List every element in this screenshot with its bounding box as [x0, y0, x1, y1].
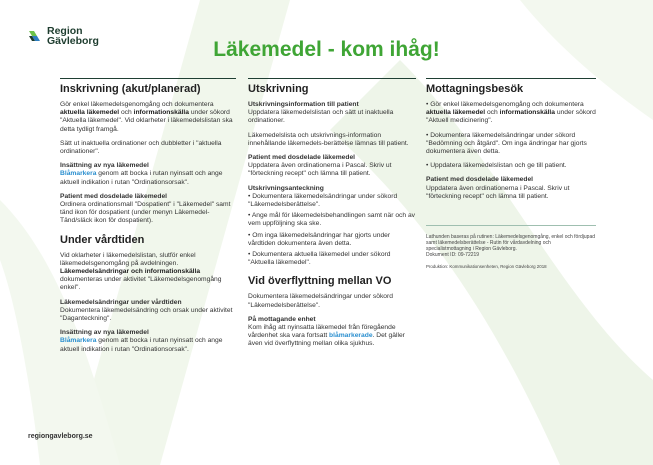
inskrivning-paragraph-1: Gör enkel läkemedelsgenomgång och dokumentera aktuella läkemedel och informationskälla under sökord "Aktuella läkemedel". Vid oklarheter i läkemedelslistan ska detta tydligt framgå. — [60, 101, 233, 133]
mottagning-bullet-1: • Gör enkel läkemedelsgenomgång och dokumentera aktuella läkemedel och informationskälla under sökord "Aktuell medicinering". — [426, 101, 596, 125]
insattning-text: Blåmarkera genom att bocka i rutan nyinsatt och ange aktuell indikation i rutan "Ordinationsorsak". — [60, 170, 223, 186]
dosdelade-3-text: Uppdatera även ordinationerna i Pascal. Skriv ut "förteckning recept" och lämna till patient. — [426, 184, 570, 200]
divider — [426, 225, 596, 226]
bullet-item: • Dokumentera aktuella läkemedel under sökord "Aktuella läkemedel". — [248, 251, 391, 267]
logo-text-line2: Gävleborg — [47, 35, 99, 47]
subheading-dosdelade: Patient med dosdelade läkemedel — [60, 192, 168, 200]
inskrivning-paragraph-2: Sätt ut inaktuella ordinationer och dubbletter i "aktuella ordinationer". — [60, 139, 222, 156]
subheading-mottagande-enhet: På mottagande enhet — [248, 315, 316, 323]
logo-text-line1: Region — [47, 25, 83, 37]
column-admission — [60, 78, 236, 360]
subheading-insattning-2: Insättning av nya läkemedel — [60, 329, 149, 337]
subheading-utskrivningsanteckning: Utskrivningsanteckning — [248, 184, 324, 192]
heading-mottagningsbesok: Mottagningsbesök — [426, 83, 524, 95]
column-rule — [426, 78, 596, 79]
subheading-utskrivningsinformation: Utskrivningsinformation till patient — [248, 101, 359, 108]
subheading-lakemedelsandringar: Läkemedelsändringar under vårdtiden — [60, 298, 182, 306]
subheading-insattning: Insättning av nya läkemedel — [60, 162, 149, 170]
routine-note: Lathunden baseras på rutinen: Läkemedelsgenomgång, enkel och fördjupad samt läkemedelsberättelse - Rutin för vårdavdelning och specialistmottagning i Region Gävleborg. — [426, 234, 596, 253]
bullet-item: • Ange mål för läkemedelsbehandlingen samt när och av vem uppföljning ska ske. — [248, 212, 416, 228]
utskrivningsinformation-text: Uppdatera läkemedelslistan och sätt ut inaktuella ordinationer. — [248, 109, 394, 125]
vardtiden-paragraph-1: Vid oklarheter i läkemedelslistan, slutför enkel läkemedelsgenomgång på avdelningen. Läkemedelsändringar och informationskälla dokumenteras under aktivitet "Läkemedelsgenomgång enkel". — [60, 251, 222, 292]
lakemedelsandringar-text: Dokumentera läkemedelsändring och orsak under aktivitet "Daganteckning". — [60, 306, 233, 323]
bullet-item: • Dokumentera läkemedelsändringar under sökord "Läkemedelsberättelse". — [248, 192, 398, 209]
heading-utskrivning: Utskrivning — [248, 83, 309, 95]
heading-overflyttning: Vid överflyttning mellan VO — [248, 275, 392, 288]
heading-inskrivning: Inskrivning (akut/planerad) — [60, 83, 201, 95]
dosdelade-text: Ordinera ordinationsmall "Dospatient" i "Läkemedel" samt tänd ikon för dospatient (under menyn Läkemedel-Tänd/släck ikon för dospatient). — [60, 201, 231, 225]
footer-website: regiongavleborg.se — [28, 433, 93, 440]
bullet-item: • Om inga läkemedelsändringar har gjorts under vårdtiden dokumentera även detta. — [248, 231, 391, 247]
document-id: Dokument ID: 09-72219 — [426, 252, 480, 259]
mottagning-bullet-2: • Dokumentera läkemedelsändringar under sökord "Bedömning och åtgärd". Om inga ändringar har gjorts dokumentera även detta. — [426, 131, 587, 156]
dosdelade-2-text: Uppdatera även ordinationerna i Pascal. Skriv ut "förteckning recept" och lämna till patient. — [248, 162, 392, 178]
column-outpatient — [426, 78, 596, 270]
page-title: Läkemedel - kom ihåg! — [213, 38, 440, 61]
subheading-dosdelade-3: Patient med dosdelade läkemedel — [426, 176, 534, 184]
column-rule — [60, 78, 236, 79]
column-rule — [248, 78, 416, 79]
lakemedelslista-text: Läkemedelslista och utskrivnings-information innehållande läkemedels-berättelse lämnas till patient. — [248, 131, 409, 147]
column-discharge — [248, 78, 416, 355]
heading-under-vardtiden: Under vårdtiden — [60, 233, 145, 246]
mottagande-enhet-text: Kom ihåg att nyinsatta läkemedel från föregående vårdenhet ska vara fortsatt blåmarkerade. Det gäller även vid överflyttning mellan olika sjukhus. — [248, 324, 405, 348]
mottagning-bullet-3: • Uppdatera läkemedelslistan och ge till patient. — [426, 162, 567, 170]
insattning-2-text: Blåmarkera genom att bocka i rutan nyinsatt och ange aktuell indikation i rutan "Ordinationsorsak". — [60, 337, 223, 353]
overflyttning-text: Dokumentera läkemedelsändringar under sökord "Läkemedelsberättelse". — [248, 293, 393, 309]
production-credit: Produktion: Kommunikationsenheten, Region Gävleborg 2018 — [426, 264, 547, 270]
subheading-dosdelade-2: Patient med dosdelade läkemedel — [248, 154, 356, 162]
